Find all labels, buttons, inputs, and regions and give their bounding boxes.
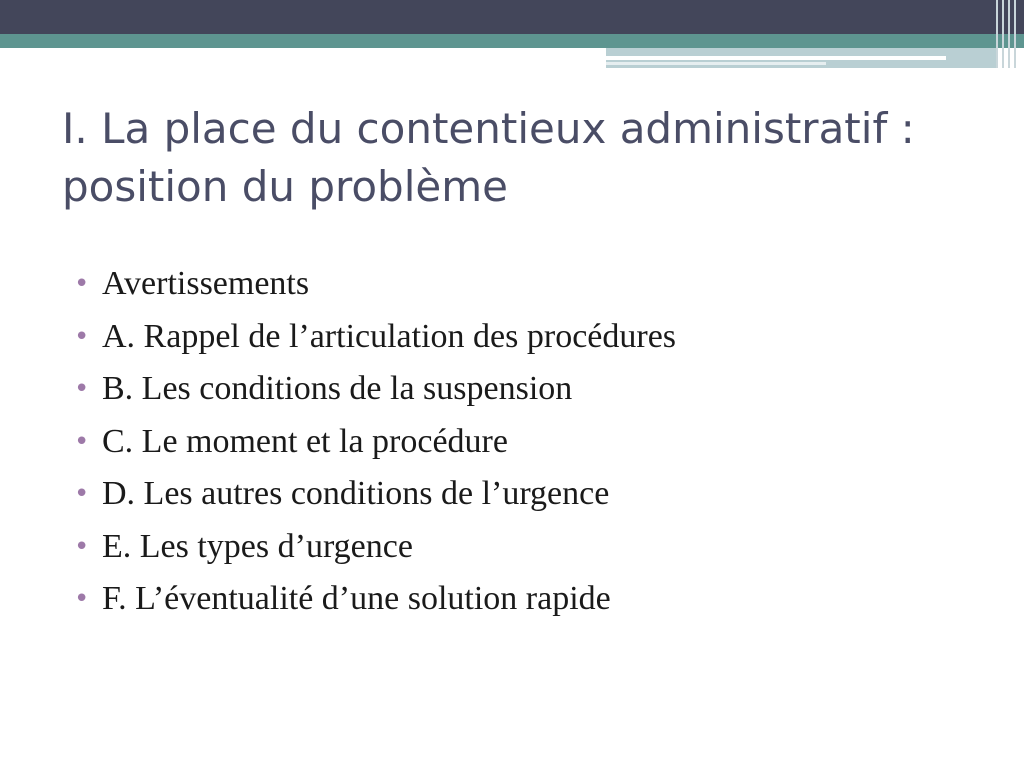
bullet-dot-icon: • bbox=[74, 479, 90, 509]
bullet-item bbox=[74, 416, 974, 469]
slide-title: I. La place du contentieux administratif : position du problème bbox=[62, 104, 915, 211]
bullet-text: F. L’éventualité d’une solution rapide bbox=[102, 580, 611, 617]
bullet-dot-icon: • bbox=[74, 321, 90, 352]
bullet-item bbox=[74, 521, 974, 574]
header-band-dark bbox=[0, 0, 1024, 34]
bullet-text: A. Rappel de l’articulation des procédures bbox=[102, 317, 677, 355]
header-stripe bbox=[996, 0, 998, 68]
header-stripes bbox=[994, 0, 1024, 68]
bullet-item bbox=[74, 311, 974, 364]
bullet-text: C. Le moment et la procédure bbox=[102, 422, 508, 460]
header-stripe bbox=[1002, 0, 1004, 68]
bullet-text: Avertissements bbox=[102, 265, 310, 302]
header-band-teal bbox=[0, 34, 1024, 48]
bullet-text: D. Les autres conditions de l’urgence bbox=[102, 475, 610, 512]
header-band-highlight bbox=[606, 56, 946, 60]
bullet-text: E. Les types d’urgence bbox=[102, 527, 413, 565]
bullet-dot-icon: • bbox=[74, 426, 90, 457]
bullet-dot-icon: • bbox=[74, 374, 90, 404]
header-stripe bbox=[1014, 0, 1016, 68]
bullet-dot-icon: • bbox=[74, 584, 90, 614]
header-stripe bbox=[1008, 0, 1010, 68]
bullet-item bbox=[74, 468, 974, 521]
bullet-item bbox=[74, 573, 974, 626]
bullet-text: B. Les conditions de la suspension bbox=[102, 370, 573, 407]
header-band-highlight-secondary bbox=[606, 62, 826, 65]
bullet-item bbox=[74, 363, 974, 416]
bullet-list bbox=[74, 258, 974, 626]
bullet-dot-icon: • bbox=[74, 269, 90, 299]
bullet-dot-icon: • bbox=[74, 531, 90, 562]
bullet-item bbox=[74, 258, 974, 311]
